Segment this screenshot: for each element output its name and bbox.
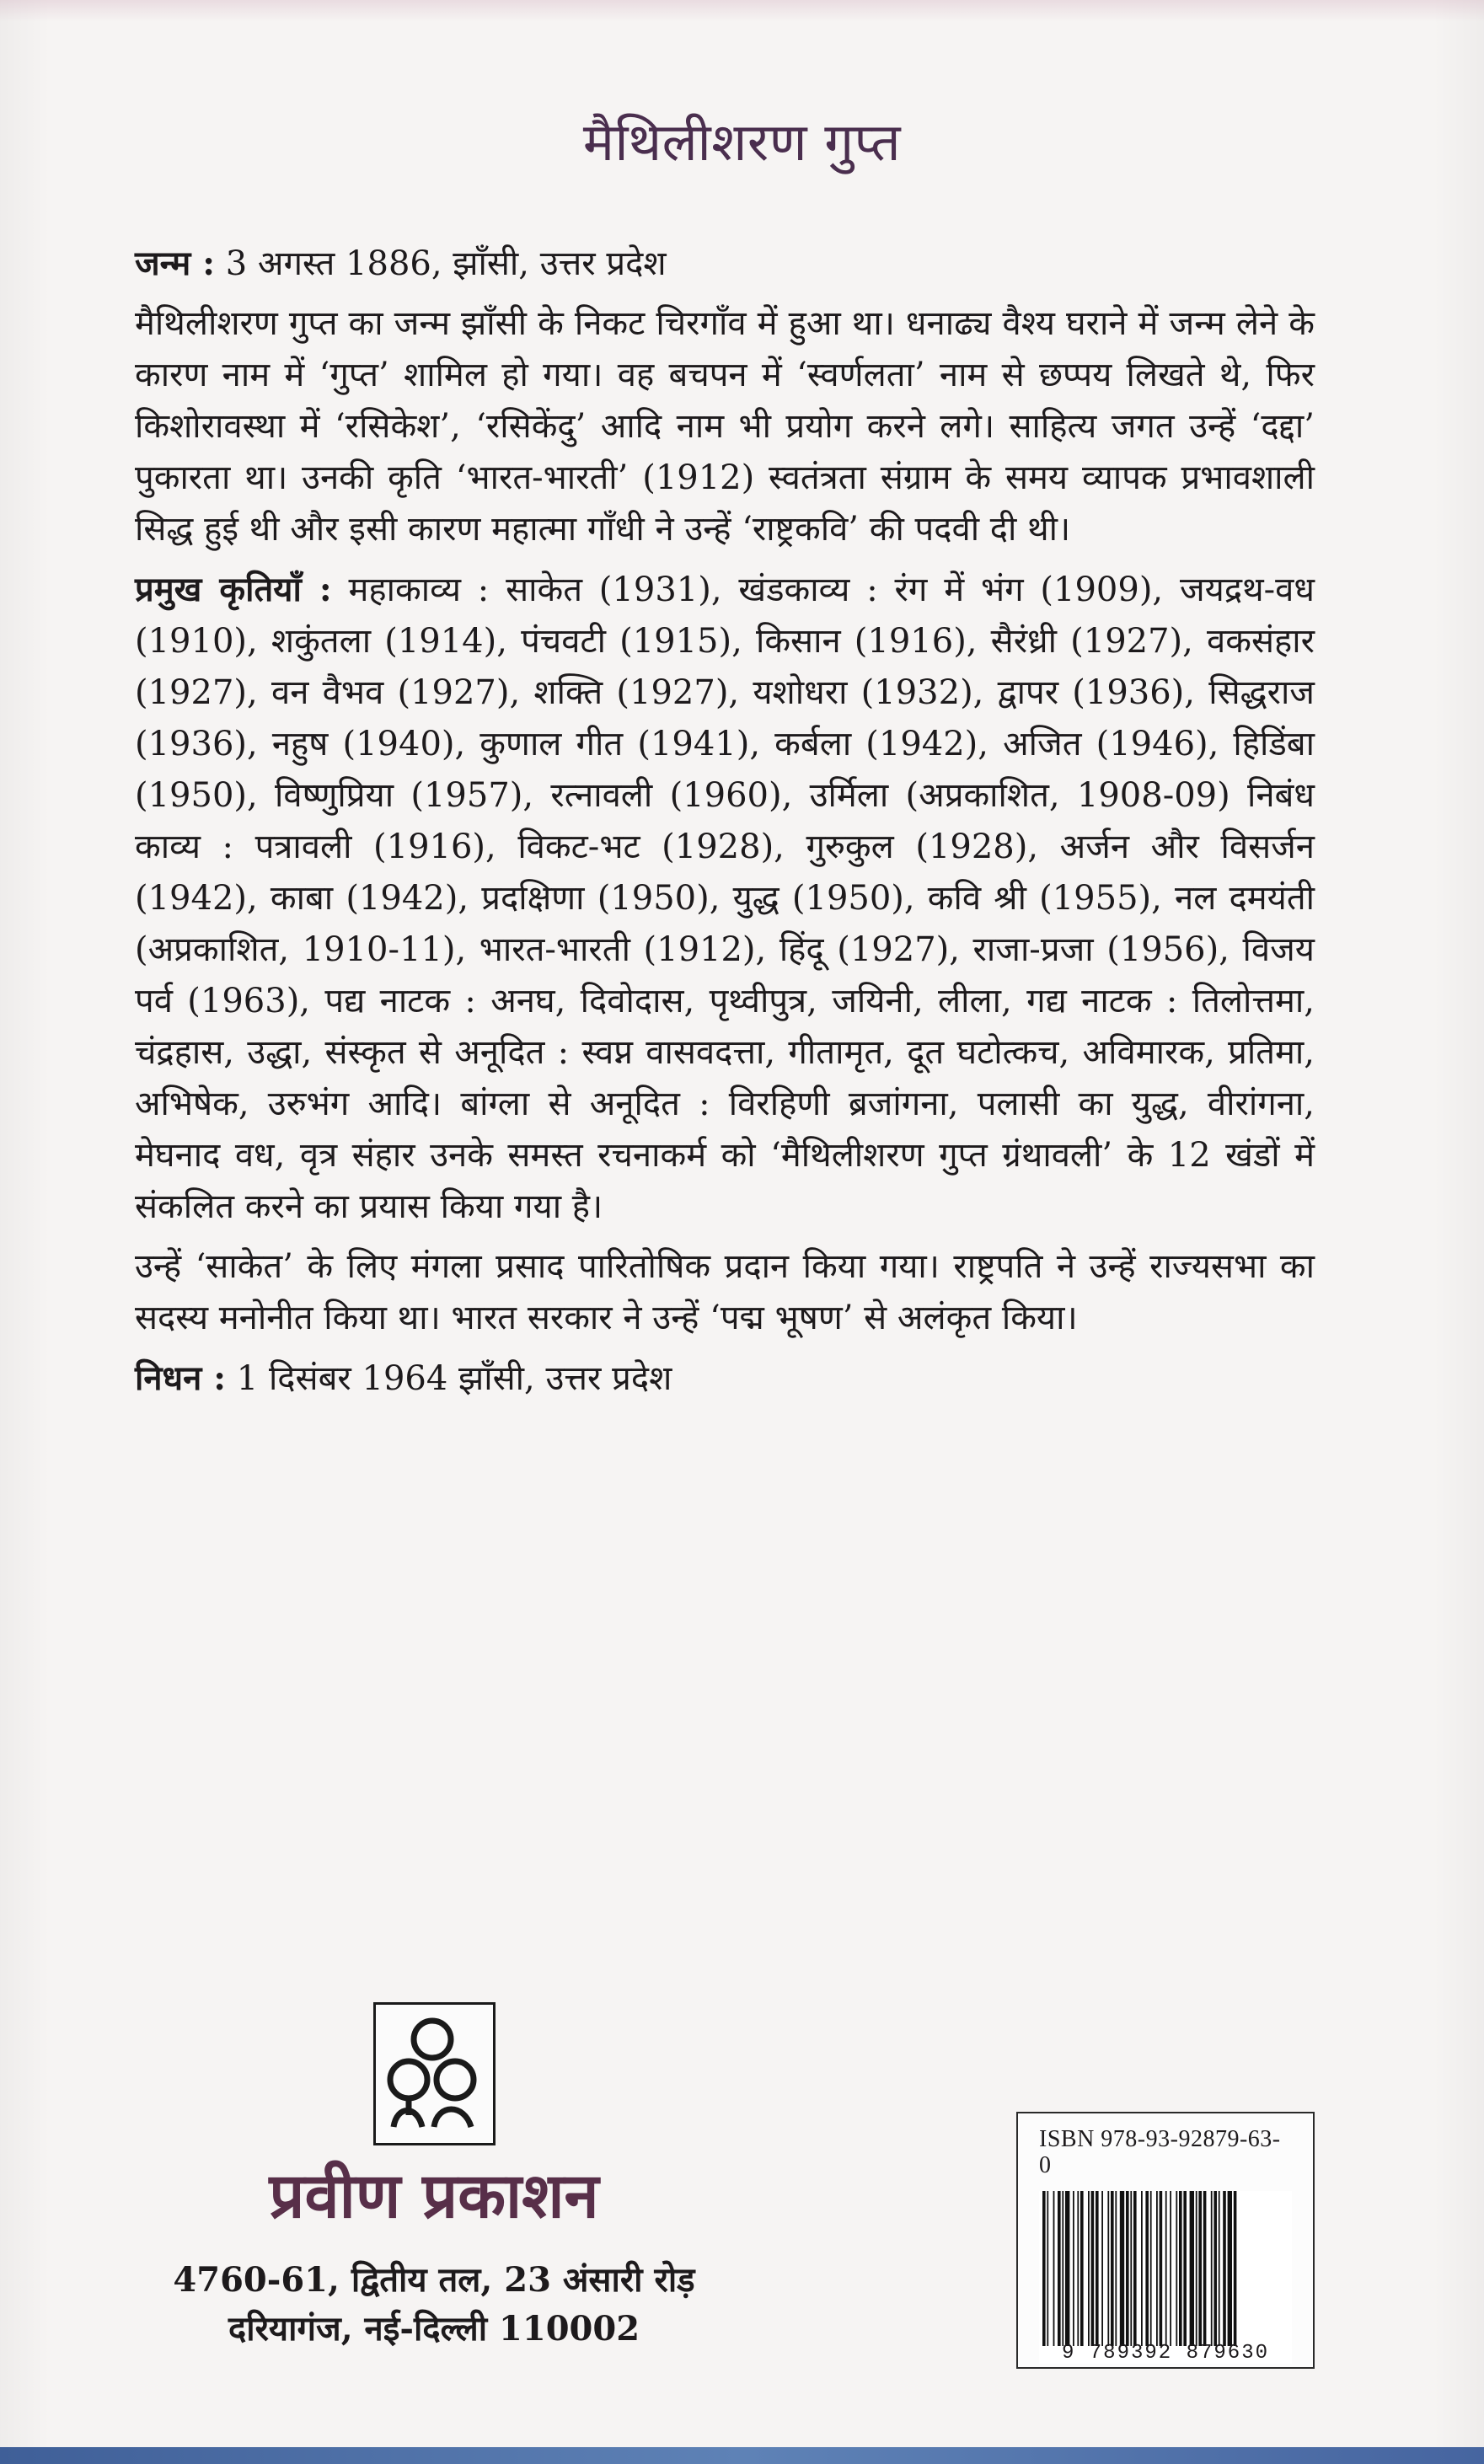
page-title: मैथिलीशरण गुप्त (582, 111, 902, 173)
barcode-digits: 9 789392 879630 (1039, 2342, 1292, 2364)
honors-paragraph: उन्हें ‘साकेत’ के लिए मंगला प्रसाद पारितोषिक प्रदान किया गया। राष्ट्रपति ने उन्हें राज्यसभा का सदस्य मनोनीत किया था। भारत सरकार ने उन्हें ‘पद्म भूषण’ से अलंकृत किया। (135, 1247, 1315, 1337)
barcode-bar (1196, 2191, 1197, 2346)
barcode-bar (1156, 2191, 1158, 2346)
works-paragraph (135, 564, 1315, 1233)
barcode-bar (1165, 2191, 1167, 2346)
barcode-bar (1062, 2191, 1063, 2346)
barcode-bar (1077, 2191, 1079, 2346)
publisher-block (114, 2002, 754, 2354)
barcode-bar (1058, 2191, 1061, 2346)
barcode-bar (1150, 2191, 1152, 2346)
works-text: महाकाव्य : साकेत (1931), खंडकाव्य : रंग में भंग (1909), जयद्रथ-वध (1910), शकुंतला (1914), पंचवटी (1915), किसान (1916), सैरंध्री (1927), वकसंहार (1927), वन वैभव (1927), शक्ति (1927), यशोधरा (1932), द्वापर (1936), सिद्धराज (1936), नहुष (1940), कुणाल गीत (1941), कर्बला (1942), अजित (1946), हिडिंबा (1950), विष्णुप्रिया (1957), रत्नावली (1960), उर्मिला (अप्रकाशित, 1908-09) निबंध काव्य : पत्रावली (1916), विकट-भट (1928), गुरुकुल (1928), अर्जन और विसर्जन (1942), काबा (1942), प्रदक्षिणा (1950), युद्ध (1950), कवि श्री (1955), नल दमयंती (अप्रकाशित, 1910-11), भारत-भारती (1912), हिंदू (1927), राजा-प्रजा (1956), विजय पर्व (1963), पद्य नाटक : अनघ, दिवोदास, पृथ्वीपुत्र, जयिनी, लीला, गद्य नाटक : तिलोत्तमा, चंद्रहास, उद्धा, संस्कृत से अनूदित : स्वप्न वासवदत्ता, गीतामृत, दूत घटोत्कच, अविमारक, प्रतिमा, अभिषेक, उरुभंग आदि। बांग्ला से अनूदित : विरहिणी ब्रजांगना, पलासी का युद्ध, वीरांगना, मेघनाद वध, वृत्र संहार उनके समस्त रचनाकर्म को ‘मैथिलीशरण गुप्त ग्रंथावली’ के 12 खंडों में संकलित करने का प्रयास किया गया है। (135, 570, 1315, 1226)
barcode-bar (1176, 2191, 1177, 2346)
barcode-bar (1179, 2191, 1182, 2346)
barcode-bar (1091, 2191, 1095, 2346)
barcode-bar (1211, 2191, 1213, 2346)
barcode-bar (1223, 2191, 1226, 2346)
death-label: निधन : (135, 1358, 227, 1398)
works-label: प्रमुख कृतियाँ : (135, 570, 332, 609)
barcode-bar (1111, 2191, 1114, 2346)
barcode-bar (1203, 2191, 1207, 2346)
birth-line (135, 238, 1315, 290)
publisher-name: प्रवीण प्रकाशन (269, 2160, 599, 2232)
barcode-bar (1088, 2191, 1090, 2346)
barcode-bar (1047, 2191, 1048, 2346)
barcode-bar (1042, 2191, 1046, 2346)
barcode-bar (1107, 2191, 1109, 2346)
address-line-2: दरियागंज, नई-दिल्ली 110002 (228, 2309, 640, 2349)
death-line (135, 1353, 1315, 1405)
barcode-bar (1234, 2191, 1237, 2346)
barcode-bar (1170, 2191, 1171, 2346)
biography-text (135, 238, 1315, 1413)
barcode-bar (1080, 2191, 1084, 2346)
barcode-bar (1073, 2191, 1074, 2346)
barcode-bar (1120, 2191, 1124, 2346)
barcode-bar (1228, 2191, 1232, 2346)
address-line-1: 4760-61, द्वितीय तल, 23 अंसारी रोड़ (173, 2260, 695, 2301)
barcode-bar (1219, 2191, 1220, 2346)
publisher-address (114, 2256, 754, 2354)
barcode-bar (1145, 2191, 1149, 2346)
barcode-bar (1101, 2191, 1103, 2346)
bio-paragraph: मैथिलीशरण गुप्त का जन्म झाँसी के निकट चिरगाँव में हुआ था। धनाढ्य वैश्य घराने में जन्म लेने के कारण नाम में ‘गुप्त’ शामिल हो गया। वह बचपन में ‘स्वर्णलता’ नाम से छप्पय लिखते थे, फिर किशोरावस्था में ‘रसिकेश’, ‘रसिकेंदु’ आदि नाम भी प्रयोग करने लगे। साहित्य जगत उन्हें ‘दद्दा’ पुकारता था। उनकी कृति ‘भारत-भारती’ (1912) स्वतंत्रता संग्राम के समय व्यापक प्रभावशाली सिद्ध हुई थी और इसी कारण महात्मा गाँधी ने उन्हें ‘राष्ट्रकवि’ की पदवी दी थी। (135, 304, 1315, 549)
barcode-bar (1053, 2191, 1055, 2346)
barcode-bar (1183, 2191, 1187, 2346)
barcode-bar (1190, 2191, 1194, 2346)
barcode-bar (1141, 2191, 1143, 2346)
barcode-bar (1130, 2191, 1132, 2346)
barcode-bar (1115, 2191, 1117, 2346)
barcode-bar (1065, 2191, 1069, 2346)
bottom-edge-band (0, 2447, 1484, 2464)
barcode-bar (1213, 2191, 1217, 2346)
publisher-logo-icon (373, 2002, 496, 2145)
isbn-barcode-block (1016, 2112, 1315, 2369)
barcode-bar (1198, 2191, 1202, 2346)
barcode-bar (1126, 2191, 1129, 2346)
isbn-text: ISBN 978-93-92879-63-0 (1039, 2126, 1281, 2178)
barcode-bar (1160, 2191, 1163, 2346)
publisher-logo-svg (383, 2011, 485, 2137)
birth-value: 3 अगस्त 1886, झाँसी, उत्तर प्रदेश (215, 244, 667, 283)
birth-label: जन्म : (135, 244, 216, 283)
death-value: 1 दिसंबर 1964 झाँसी, उत्तर प्रदेश (226, 1359, 672, 1398)
barcode-bar (1133, 2191, 1137, 2346)
barcode-icon (1039, 2191, 1292, 2346)
barcode-bar (1096, 2191, 1099, 2346)
